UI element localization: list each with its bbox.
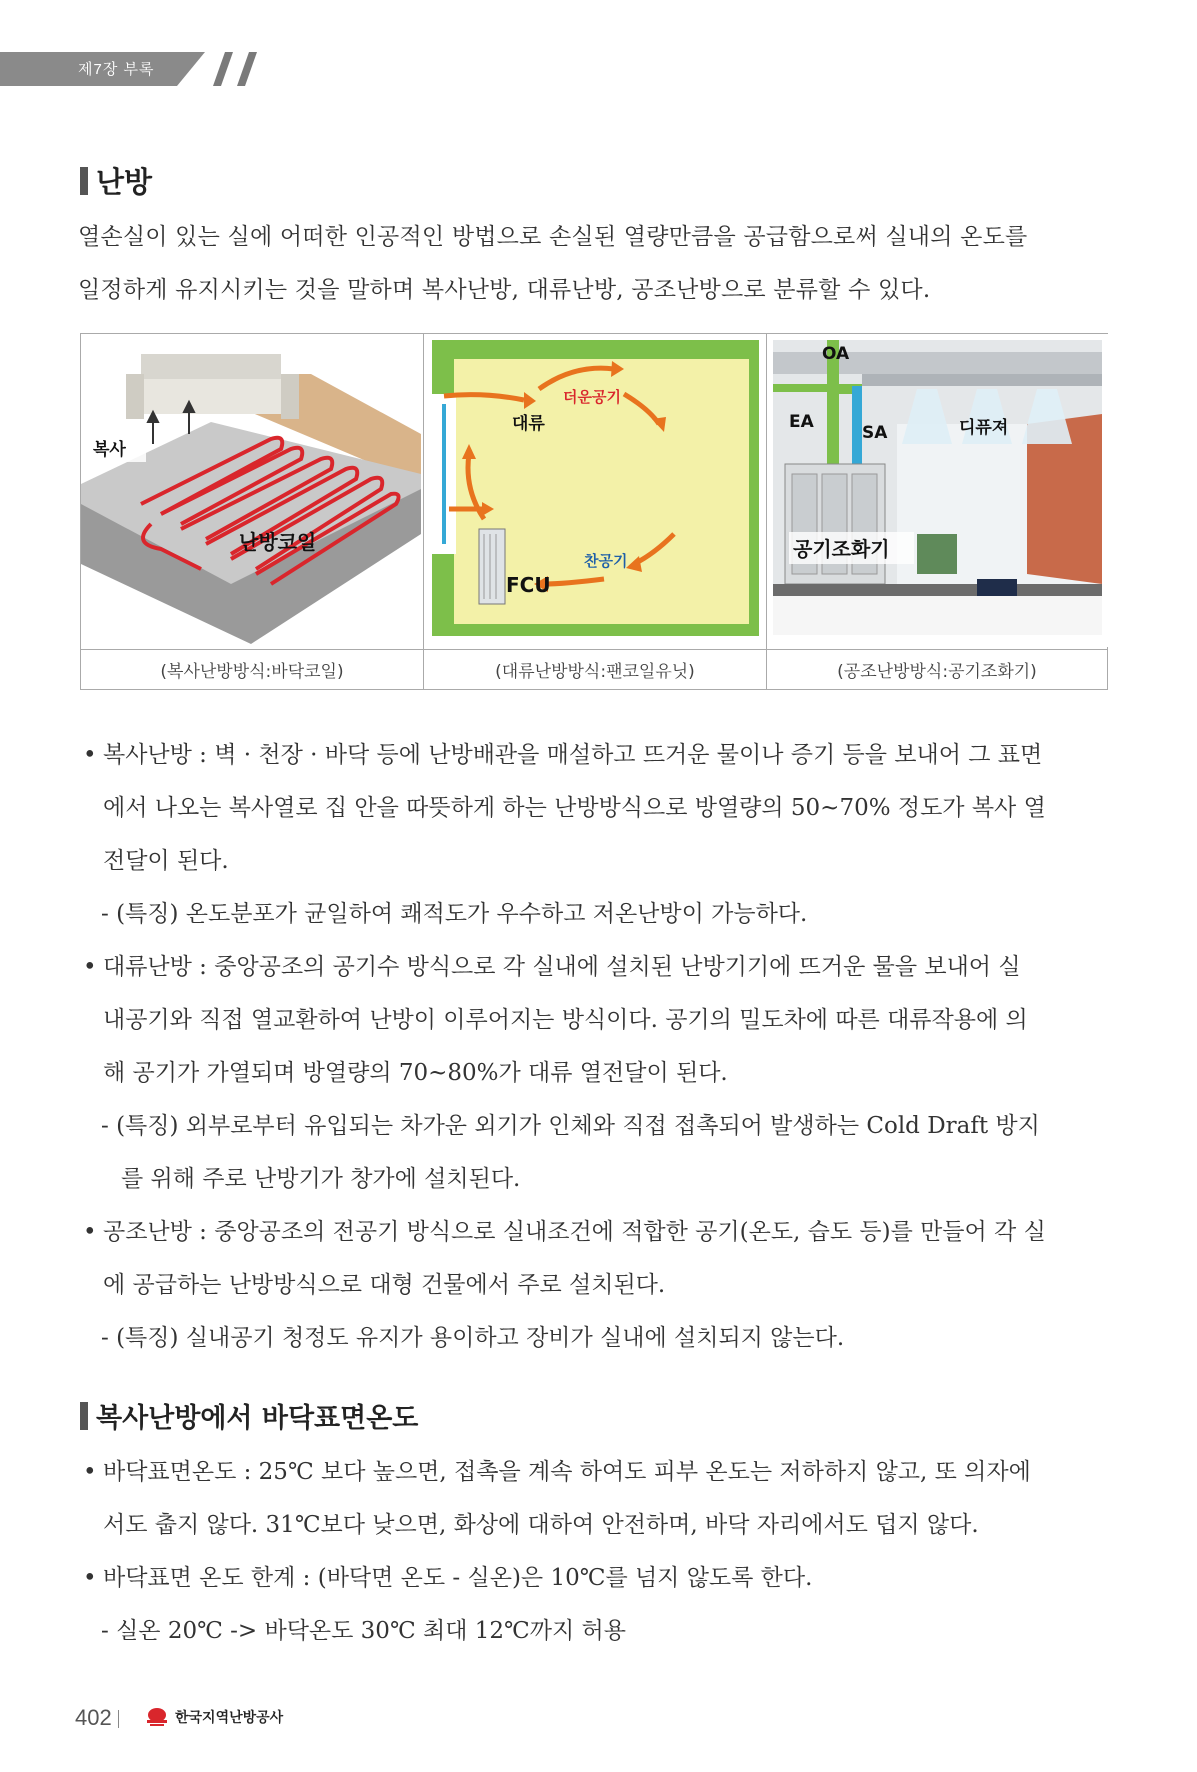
section-heading-heating: [80, 160, 152, 201]
figure-label: 디퓨져: [959, 418, 1009, 438]
figure-radiant: [81, 334, 423, 649]
intro-line: 열손실이 있는 실에 어떠한 인공적인 방법으로 손실된 열량만큼을 공급함으로써 실내의 온도를: [78, 224, 1028, 250]
bullet-line: 서도 춥지 않다. 31℃보다 낮으면, 화상에 대하여 안전하며, 바닥 자리에서도 덥지 않다.: [103, 1512, 979, 1538]
figure-label: 대류: [512, 414, 545, 434]
figure-convection: [423, 334, 766, 649]
org-name: 한국지역난방공사: [175, 1710, 284, 1726]
header-slash-decoration: [237, 52, 257, 86]
bullet-line: 바닥표면 온도 한계 : (바닥면 온도 - 실온)은 10℃를 넘지 않도록 한다.: [103, 1565, 813, 1591]
figure-label: 찬공기: [584, 552, 628, 570]
figure-caption: (복사난방방식:바닥코일): [81, 649, 423, 689]
bullet-line: 내공기와 직접 열교환하여 난방이 이루어지는 방식이다. 공기의 밀도차에 따른 대류작용에 의: [103, 1007, 1028, 1033]
radiant-floor-illustration: [81, 334, 421, 647]
bullet-dot: •: [83, 954, 97, 980]
org-logo: [145, 1707, 283, 1727]
section-title: 복사난방에서 바닥표면온도: [96, 1403, 419, 1434]
feature-text: - 실온 20℃ -> 바닥온도 30℃ 최대 12℃까지 허용: [101, 1618, 626, 1644]
bullet-dot: •: [83, 742, 97, 768]
figure-label: OA: [822, 344, 850, 364]
feature-text: - (특징) 온도분포가 균일하여 쾌적도가 우수하고 저온난방이 가능하다.: [101, 901, 808, 927]
figure-label: EA: [789, 412, 814, 432]
figure-caption: (대류난방방식:팬코일유닛): [423, 649, 766, 689]
convection-illustration: [424, 334, 767, 647]
figure-label: 공기조화기: [793, 537, 890, 561]
figure-label: 복사: [93, 440, 126, 460]
figure-label: 더운공기: [563, 388, 621, 406]
figure-label: FCU: [506, 573, 551, 597]
figure-ahu: [766, 334, 1107, 649]
footer-divider: [118, 1710, 119, 1728]
intro-line: 일정하게 유지시키는 것을 말하며 복사난방, 대류난방, 공조난방으로 분류할 수 있다.: [78, 277, 931, 303]
bullet-line: 대류난방 : 중앙공조의 공기수 방식으로 각 실내에 설치된 난방기기에 뜨거운 물을 보내어 실: [103, 954, 1021, 980]
section-title: 난방: [96, 165, 153, 199]
figure-label: 난방코일: [239, 530, 317, 554]
page-number: 402: [75, 1705, 112, 1730]
heating-figures-table: [80, 333, 1108, 690]
heading-bar: [80, 1402, 88, 1430]
bullet-line: 해 공기가 가열되며 방열량의 70~80%가 대류 열전달이 된다.: [103, 1060, 728, 1086]
bullet-line: 전달이 된다.: [103, 848, 229, 874]
ahu-illustration: [767, 334, 1108, 647]
bullet-line: 공조난방 : 중앙공조의 전공기 방식으로 실내조건에 적합한 공기(온도, 습도 등)를 만들어 각 실: [103, 1219, 1046, 1245]
section-heading-floor-temp: [80, 1396, 418, 1435]
bullet-dot: •: [83, 1565, 97, 1591]
feature-text: 를 위해 주로 난방기가 창가에 설치된다.: [121, 1166, 521, 1192]
bullet-dot: •: [83, 1219, 97, 1245]
chapter-label: 제7장 부록: [78, 61, 155, 78]
bullet-line: 복사난방 : 벽 · 천장 · 바닥 등에 난방배관을 매설하고 뜨거운 물이나 증기 등을 보내어 그 표면: [103, 742, 1043, 768]
heading-bar: [80, 167, 88, 195]
feature-text: - (특징) 실내공기 청정도 유지가 용이하고 장비가 실내에 설치되지 않는다.: [101, 1325, 845, 1351]
header-slash-decoration: [213, 52, 233, 86]
bullet-dot: •: [83, 1459, 97, 1485]
kdhc-logo-icon: [145, 1707, 169, 1727]
figure-caption: (공조난방방식:공기조화기): [766, 649, 1107, 689]
bullet-line: 에서 나오는 복사열로 집 안을 따뜻하게 하는 난방방식으로 방열량의 50~70% 정도가 복사 열: [103, 795, 1046, 821]
bullet-line: 에 공급하는 난방방식으로 대형 건물에서 주로 설치된다.: [103, 1272, 666, 1298]
feature-text: - (특징) 외부로부터 유입되는 차가운 외기가 인체와 직접 접촉되어 발생하는 Cold Draft 방지: [101, 1113, 1040, 1139]
figure-label: SA: [862, 423, 888, 443]
bullet-line: 바닥표면온도 : 25℃ 보다 높으면, 접촉을 계속 하여도 피부 온도는 저하하지 않고, 또 의자에: [103, 1459, 1031, 1485]
